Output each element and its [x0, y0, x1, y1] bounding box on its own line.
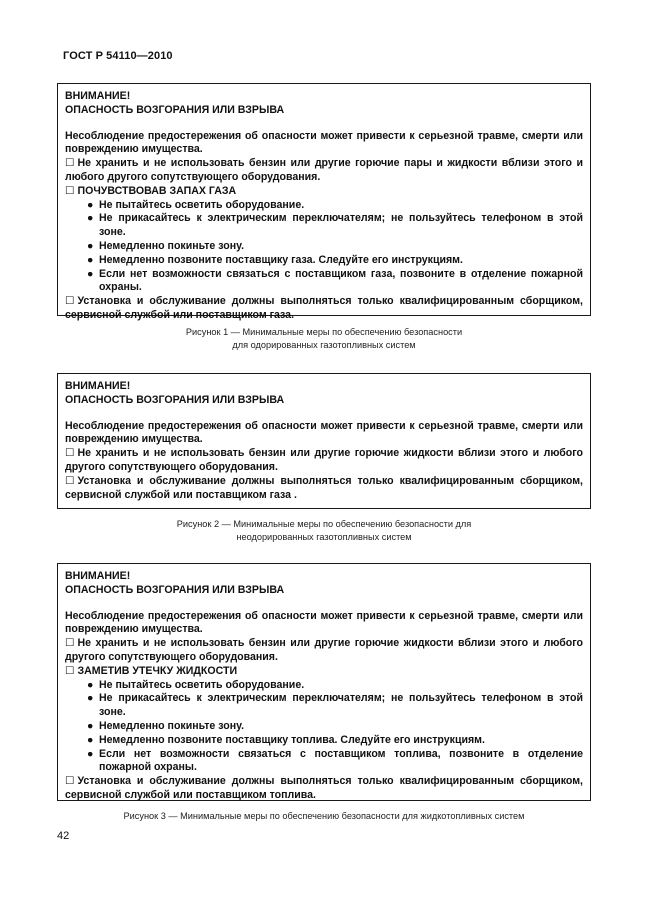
checkbox-icon: ☐ [65, 157, 75, 170]
checkbox-item [65, 185, 583, 199]
checkbox-item-text: Установка и обслуживание должны выполняться только квалифицированным сборщиком, сервисной службой или поставщиком топлива. [65, 775, 583, 801]
warning-box-odorized-gas [57, 83, 591, 321]
list-item: ● Не пытайтесь осветить оборудование. [87, 678, 305, 691]
list-item: ● Немедленно позвоните поставщику газа. Следуйте его инструкциям. [87, 253, 463, 266]
checkbox-item [65, 475, 583, 503]
checkbox-item-text: Не хранить и не использовать бензин или другие горючие жидкости вблизи этого и любого другого сопутствующего оборудования. [65, 637, 583, 663]
bullet-list [65, 679, 583, 776]
checkbox-icon: ☐ [65, 474, 75, 487]
hazard-title: ОПАСНОСТЬ ВОЗГОРАНИЯ ИЛИ ВЗРЫВА [65, 103, 285, 116]
page-number: 42 [57, 830, 70, 842]
checkbox-item-text: Не хранить и не использовать бензин или другие горючие жидкости вблизи этого и любого другого сопутствующего оборудования. [65, 447, 583, 473]
checkbox-item [65, 447, 583, 475]
list-item: ● Немедленно позвоните поставщику топлива. Следуйте его инструкциям. [87, 733, 485, 746]
checkbox-item [65, 665, 583, 679]
warning-title: ВНИМАНИЕ! [65, 570, 131, 582]
bullet-icon: ● [87, 719, 94, 732]
bullet-icon: ● [87, 212, 94, 225]
bullet-icon: ● [87, 678, 94, 691]
bullet-icon: ● [87, 747, 94, 760]
figure-caption-2: Рисунок 2 — Минимальные меры по обеспечению безопасности для неодорированных газотопливных систем [176, 519, 472, 542]
checkbox-icon: ☐ [65, 447, 75, 460]
bullet-icon: ● [87, 692, 94, 705]
list-item: ● Если нет возможности связаться с поставщиком топлива, позвоните в отделение пожарной охраны. [87, 747, 583, 774]
bullet-icon: ● [87, 198, 94, 211]
figure-caption-3: Рисунок 3 — Минимальные меры по обеспечению безопасности для жидкотопливных систем [123, 811, 525, 821]
bullet-icon: ● [87, 267, 94, 280]
checkbox-item-text: Установка и обслуживание должны выполняться только квалифицированным сборщиком, сервисной службой или поставщиком газа . [65, 474, 583, 501]
list-item: ● Немедленно покиньте зону. [87, 719, 245, 732]
checkbox-item-text: Установка и обслуживание должны выполняться только квалифицированным сборщиком, сервисной службой или поставщиком газа. [65, 295, 583, 321]
checkbox-item [65, 637, 583, 665]
list-item: ● Немедленно покиньте зону. [87, 239, 245, 252]
checkbox-item-text: ЗАМЕТИВ УТЕЧКУ ЖИДКОСТИ [77, 664, 238, 677]
hazard-title: ОПАСНОСТЬ ВОЗГОРАНИЯ ИЛИ ВЗРЫВА [65, 583, 285, 596]
bullet-icon: ● [87, 733, 94, 746]
checkbox-icon: ☐ [65, 295, 75, 308]
bullet-list [65, 199, 583, 296]
checkbox-item [65, 295, 583, 323]
checkbox-icon: ☐ [65, 775, 75, 788]
checkbox-icon: ☐ [65, 664, 75, 677]
checkbox-item-text: Не хранить и не использовать бензин или другие горючие пары и жидкости вблизи этого и любого другого сопутствующего оборудования. [65, 157, 583, 183]
warning-intro: Несоблюдение предостережения об опасности может привести к серьезной травме, смерти или повреждению имущества. [65, 419, 583, 446]
checkbox-item [65, 157, 583, 185]
figure-caption-1: Рисунок 1 — Минимальные меры по обеспечению безопасности для одорированных газотопливных систем [185, 327, 463, 350]
warning-title: ВНИМАНИЕ! [65, 380, 131, 392]
bullet-icon: ● [87, 253, 94, 266]
list-item: ● Если нет возможности связаться с поставщиком газа, позвоните в отделение пожарной охраны. [87, 267, 583, 294]
bullet-icon: ● [87, 239, 94, 252]
list-item: ● Не прикасайтесь к электрическим переключателям; не пользуйтесь телефоном в этой зоне. [87, 692, 583, 719]
warning-intro: Несоблюдение предостережения об опасности может привести к серьезной травме, смерти или повреждению имущества. [65, 609, 583, 636]
warning-title: ВНИМАНИЕ! [65, 90, 131, 102]
checkbox-item-text: ПОЧУВСТВОВАВ ЗАПАХ ГАЗА [77, 184, 237, 197]
document-code: ГОСТ Р 54110—2010 [63, 50, 173, 62]
checkbox-item [65, 775, 583, 803]
warning-intro: Несоблюдение предостережения об опасности может привести к серьезной травме, смерти или повреждению имущества. [65, 129, 583, 156]
list-item: ● Не прикасайтесь к электрическим переключателям; не пользуйтесь телефоном в этой зоне. [87, 212, 583, 239]
warning-box-liquid-fuel [57, 563, 591, 801]
checkbox-icon: ☐ [65, 184, 75, 197]
warning-box-non-odorized-gas [57, 373, 591, 509]
list-item: ● Не пытайтесь осветить оборудование. [87, 198, 305, 211]
hazard-title: ОПАСНОСТЬ ВОЗГОРАНИЯ ИЛИ ВЗРЫВА [65, 393, 285, 406]
checkbox-icon: ☐ [65, 637, 75, 650]
